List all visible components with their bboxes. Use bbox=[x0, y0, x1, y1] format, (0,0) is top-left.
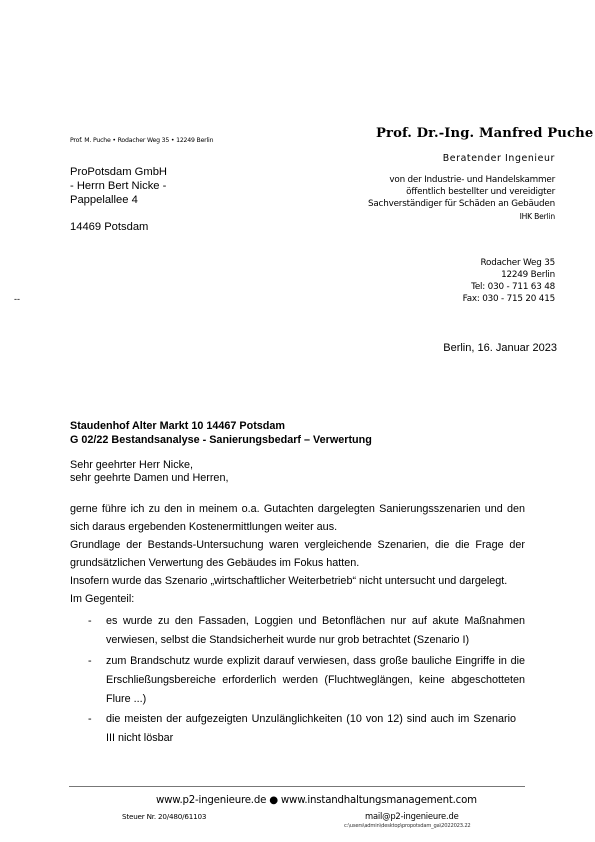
fold-mark: -- bbox=[14, 294, 20, 304]
letter-date: Berlin, 16. Januar 2023 bbox=[443, 342, 557, 354]
footer-tax-number: Steuer Nr. 20/480/61103 bbox=[122, 812, 207, 821]
footer-email: mail@p2-ingenieure.de bbox=[365, 811, 459, 821]
letterhead-city: 12249 Berlin bbox=[501, 270, 555, 280]
footer-file-path: c:\users\admin\desktop\propotsdam_ga\2022023.22 bbox=[344, 823, 471, 829]
body-paragraph-1: gerne führe ich zu den in meinem o.a. Gutachten dargelegten Sanierungsszenarien und den sich daraus ergebenden Kostenermittlungen weiter aus. bbox=[70, 503, 525, 533]
subject-line-2: G 02/22 Bestandsanalyse - Sanierungsbedarf – Verwertung bbox=[70, 434, 372, 446]
salutation-line-1: Sehr geehrter Herr Nicke, bbox=[70, 459, 194, 471]
recipient-company: ProPotsdam GmbH bbox=[70, 166, 167, 178]
letterhead-qualification-1: von der Industrie- und Handelskammer bbox=[389, 175, 555, 185]
body-paragraph-3: Insofern wurde das Szenario „wirtschaftlicher Weiterbetrieb“ nicht untersucht und dargelegt. bbox=[70, 575, 508, 587]
subject-line-1: Staudenhof Alter Markt 10 14467 Potsdam bbox=[70, 420, 286, 432]
bullet-dash: - bbox=[88, 655, 92, 667]
body-paragraph-4: Im Gegenteil: bbox=[70, 593, 135, 605]
letterhead-role: Beratender Ingenieur bbox=[442, 153, 555, 164]
letterhead-qualification-3: Sachverständiger für Schäden an Gebäuden bbox=[367, 199, 555, 209]
bullet-text-3: die meisten der aufgezeigten Unzulänglichkeiten (10 von 12) sind auch im Szenario III nicht lösbar bbox=[106, 713, 516, 744]
letterhead-street: Rodacher Weg 35 bbox=[480, 258, 555, 268]
footer-websites: www.p2-ingenieure.de ● www.instandhaltungsmanagement.com bbox=[156, 795, 477, 806]
letterhead-name: Prof. Dr.-Ing. Manfred Puche bbox=[376, 126, 594, 141]
body-paragraph-2: Grundlage der Bestands-Untersuchung waren vergleichende Szenarien, die die Frage der grundsätzlichen Verwertung des Gebäudes im Fokus hatten. bbox=[70, 539, 525, 569]
letterhead-qualification-4: IHK Berlin bbox=[519, 212, 555, 221]
sender-return-address: Prof. M. Puche • Rodacher Weg 35 • 12249 Berlin bbox=[70, 137, 214, 144]
letterhead-phone: Tel: 030 - 711 63 48 bbox=[471, 282, 555, 292]
bullet-text-1: es wurde zu den Fassaden, Loggien und Betonflächen nur auf akute Maßnahmen verwiesen, selbst die Standsicherheit wurde nur grob betrachtet (Szenario I) bbox=[106, 615, 525, 646]
recipient-city: 14469 Potsdam bbox=[70, 221, 149, 233]
recipient-person: - Herrn Bert Nicke - bbox=[70, 180, 167, 192]
letterhead-qualification-2: öffentlich bestellter und vereidigter bbox=[406, 187, 555, 197]
salutation-line-2: sehr geehrte Damen und Herren, bbox=[70, 472, 229, 484]
recipient-street: Pappelallee 4 bbox=[70, 194, 138, 206]
letterhead-fax: Fax: 030 - 715 20 415 bbox=[462, 294, 555, 304]
footer-divider bbox=[69, 786, 525, 787]
bullet-dash: - bbox=[88, 615, 92, 627]
bullet-text-2: zum Brandschutz wurde explizit darauf verwiesen, dass große bauliche Eingriffe in die Erschließungsbereiche erforderlich werden (Fluchtweglängen, keine abgeschotteten Flure ...) bbox=[106, 655, 525, 705]
bullet-dash: - bbox=[88, 713, 92, 725]
